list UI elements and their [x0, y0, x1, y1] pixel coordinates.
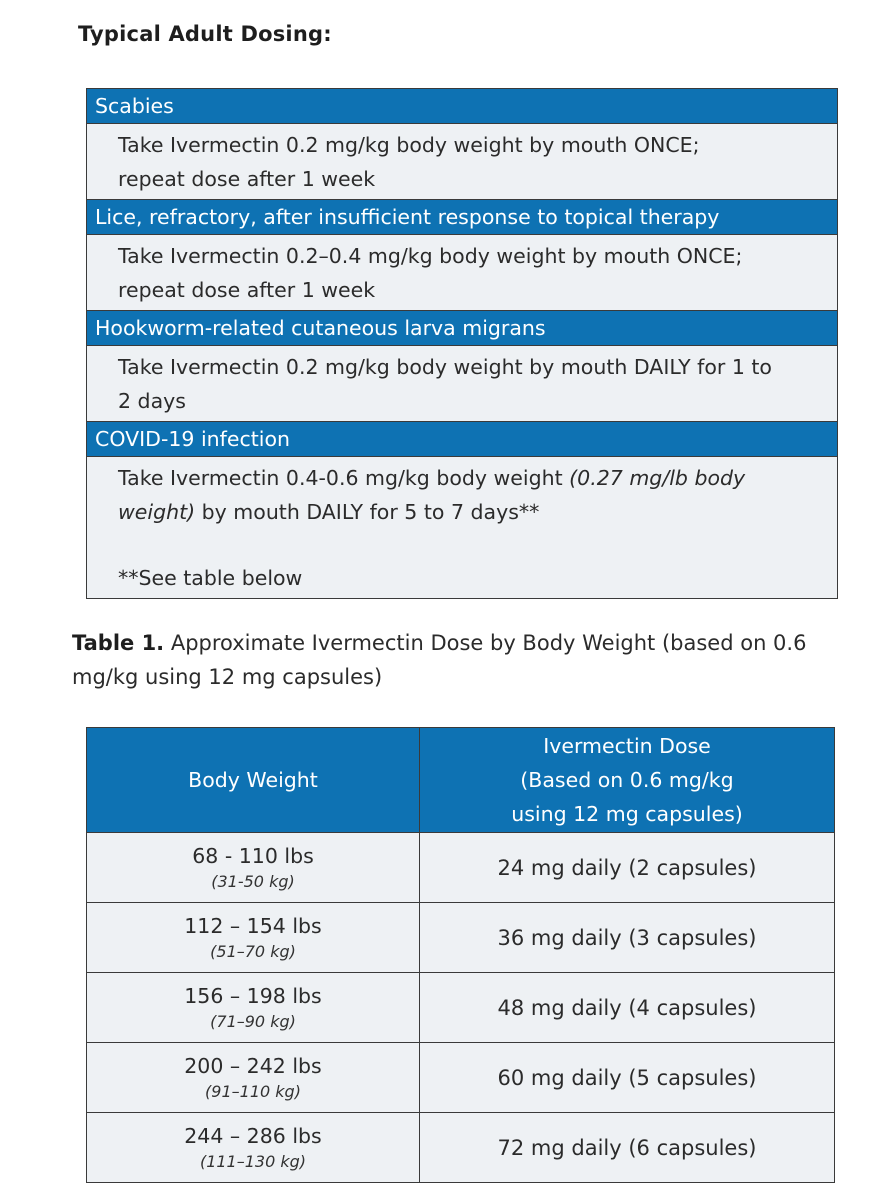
dose-header-line: (Based on 0.6 mg/kg [520, 768, 734, 792]
table-caption-label: Table 1. [72, 631, 165, 655]
dosing-line [118, 461, 823, 495]
condition-header: Hookworm-related cutaneous larva migrans [87, 311, 837, 346]
body-weight-cell [87, 973, 420, 1043]
weight-lbs: 156 – 198 lbs [184, 983, 322, 1008]
body-weight-cell [87, 1043, 420, 1113]
dosing-text-segment: Take Ivermectin 0.2–0.4 mg/kg body weight by mouth ONCE; [118, 244, 743, 268]
dosing-text-segment: Take Ivermectin 0.2 mg/kg body weight by mouth ONCE; [118, 133, 700, 157]
weight-lbs: 244 – 286 lbs [184, 1123, 322, 1148]
dose-cell: 72 mg daily (6 capsules) [420, 1113, 835, 1183]
condition-header: Lice, refractory, after insufficient response to topical therapy [87, 200, 837, 235]
table-caption [72, 626, 832, 694]
dosing-text-segment: (0.27 mg/lb body [569, 466, 746, 490]
dose-header-line: Ivermectin Dose [543, 734, 711, 758]
weight-kg: (31-50 kg) [211, 871, 295, 891]
weight-kg: (91–110 kg) [205, 1081, 301, 1101]
condition-dosing-text [87, 235, 837, 311]
condition-dosing-text [87, 346, 837, 422]
weight-lbs: 68 - 110 lbs [192, 843, 314, 868]
table-row [87, 1113, 835, 1183]
condition-header: COVID-19 infection [87, 422, 837, 457]
dosing-line [118, 239, 823, 273]
dosing-line [118, 273, 823, 307]
dosing-line [118, 495, 823, 529]
table-row [87, 833, 835, 903]
table-caption-text: Approximate Ivermectin Dose by Body Weight (based on 0.6 mg/kg using 12 mg capsules) [72, 631, 807, 689]
body-weight-cell [87, 903, 420, 973]
dose-table-body [87, 833, 835, 1183]
dose-table-header-row [87, 728, 835, 833]
dosing-line [118, 162, 823, 196]
weight-kg: (71–90 kg) [210, 1011, 296, 1031]
condition-dosing-text [87, 124, 837, 200]
dosing-line [118, 384, 823, 418]
weight-kg: (51–70 kg) [210, 941, 296, 961]
body-weight-header: Body Weight [87, 728, 420, 833]
dosing-text-segment: **See table below [118, 566, 303, 590]
ivermectin-dose-header [420, 728, 835, 833]
body-weight-cell [87, 1113, 420, 1183]
dosing-text-segment: repeat dose after 1 week [118, 278, 376, 302]
dosing-line [118, 561, 823, 595]
page-heading: Typical Adult Dosing: [78, 22, 332, 46]
condition-dosing-text [87, 457, 837, 598]
dose-header-line: using 12 mg capsules) [511, 802, 743, 826]
dose-cell: 60 mg daily (5 capsules) [420, 1043, 835, 1113]
dose-cell: 24 mg daily (2 capsules) [420, 833, 835, 903]
dosing-text-segment: Take Ivermectin 0.2 mg/kg body weight by mouth DAILY for 1 to [118, 355, 772, 379]
table-row [87, 903, 835, 973]
dosing-line [118, 128, 823, 162]
dosing-text-segment: 2 days [118, 389, 186, 413]
dosing-text-segment: weight) [118, 500, 196, 524]
dosing-text-segment: Take Ivermectin 0.4-0.6 mg/kg body weight [118, 466, 570, 490]
table-row [87, 973, 835, 1043]
dosing-line [118, 350, 823, 384]
dose-by-weight-table [86, 727, 835, 1183]
dosing-table [86, 88, 838, 599]
dosing-text-segment: by mouth DAILY for 5 to 7 days** [195, 500, 540, 524]
weight-lbs: 200 – 242 lbs [184, 1053, 322, 1078]
dosing-text-segment: repeat dose after 1 week [118, 167, 376, 191]
dose-cell: 36 mg daily (3 capsules) [420, 903, 835, 973]
table-row [87, 1043, 835, 1113]
weight-kg: (111–130 kg) [199, 1151, 307, 1171]
body-weight-cell [87, 833, 420, 903]
blank-line [118, 529, 823, 561]
condition-header: Scabies [87, 89, 837, 124]
weight-lbs: 112 – 154 lbs [184, 913, 322, 938]
dose-cell: 48 mg daily (4 capsules) [420, 973, 835, 1043]
